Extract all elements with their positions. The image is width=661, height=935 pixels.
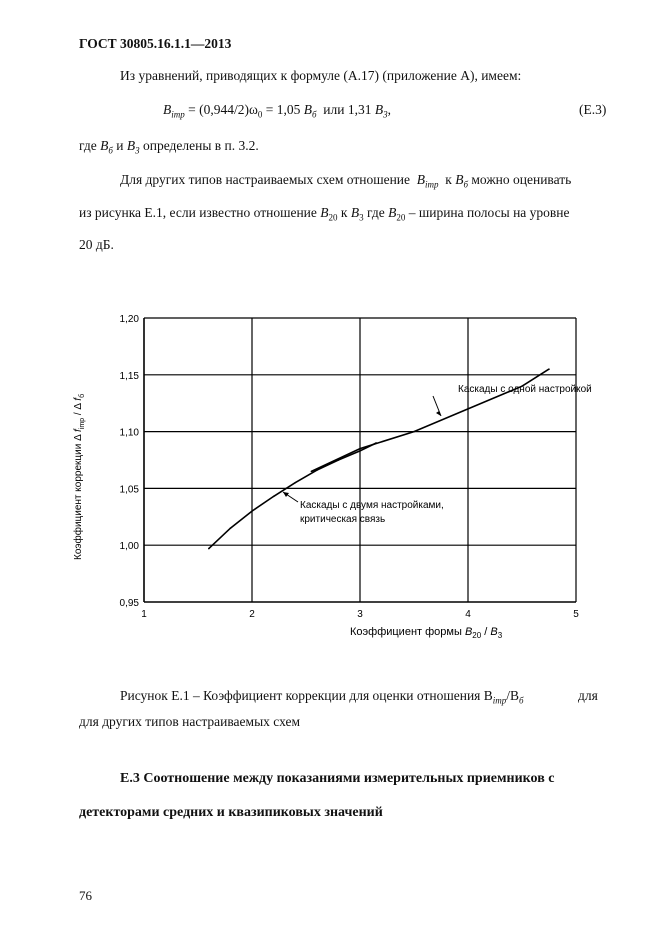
caption-tail: для — [578, 688, 598, 703]
figure-caption-line1: Рисунок Е.1 – Коэффициент коррекции для оценки отношения $B_{imp}/B_б$ — [120, 688, 524, 706]
formula-equation: = (0,944/2)ω — [188, 102, 258, 117]
correction-chart — [60, 300, 620, 650]
y-tick-label: 1,00 — [119, 541, 139, 553]
para2-line3: 20 дБ. — [79, 237, 114, 252]
formula-number: (Е.3) — [579, 102, 607, 117]
para2-text2b: где — [366, 205, 385, 220]
series-double-tune-point — [208, 548, 210, 550]
y-tick-label: 1,10 — [119, 427, 139, 439]
x-tick-label: 2 — [249, 609, 255, 620]
para2-text2c: – ширина полосы на уровне — [408, 205, 570, 220]
series-double-tune-point — [294, 482, 296, 484]
arrowhead-double — [283, 492, 289, 497]
para2-text2a: из рисунка Е.1, если известно отношение — [79, 205, 317, 220]
caption-text: Рисунок Е.1 – Коэффициент коррекции для оценки отношения B — [120, 688, 493, 703]
series-double-tune-line — [209, 443, 376, 549]
formula-e3: $B_{imp} = (0,944/2)\omega_0 = 1,05$ $B_б$ или 1,31 $B_3$, — [163, 102, 391, 120]
series-double-tune-point — [338, 459, 340, 461]
x-tick-label: 5 — [573, 609, 579, 620]
series-single-tune-point — [311, 471, 313, 473]
series-single-tune-point — [413, 431, 415, 433]
document-header: ГОСТ 30805.16.1.1—2013 — [79, 36, 232, 51]
series-double-tune-point — [251, 510, 253, 512]
y-tick-label: 1,05 — [119, 484, 139, 496]
chart-grid — [144, 318, 576, 602]
para2-line2: из рисунка Е.1, если известно отношение $B_{20}$ к $B_3$ где $B_{20}$ – ширина полосы на уровне — [79, 205, 570, 223]
intro-paragraph: Из уравнений, приводящих к формуле (А.17) (приложение А), имеем: — [120, 68, 522, 83]
y-tick-label: 1,15 — [119, 370, 139, 382]
series-double-tune-point — [359, 450, 361, 452]
section-heading-line1: Е.3 Соотношение между показаниями измерительных приемников с — [120, 771, 555, 786]
x-axis-label: Коэффициент формы $B_{20} / B_3$ — [350, 626, 503, 640]
y-tick-label: 1,20 — [119, 314, 139, 325]
formula-value: = 1,05 — [265, 102, 301, 117]
page-number: 76 — [79, 888, 92, 903]
x-tick-label: 4 — [465, 609, 471, 620]
para2-text1b: можно оценивать — [471, 172, 572, 187]
y-axis-label: Коэффициент коррекции Δ $f_{imp}$ / Δ $f_б$ — [73, 393, 86, 560]
figure-caption-line2: для других типов настраиваемых схем — [79, 714, 301, 729]
annotation-double-tune-2: критическая связь — [300, 514, 386, 525]
chart-tick-labels — [120, 314, 580, 620]
series-single-tune-point — [359, 448, 361, 450]
series-double-tune-point — [375, 442, 377, 444]
formula-alternative: или 1,31 — [323, 102, 372, 117]
where-line: где $B_б$ и $B_3$ определены в п. 3.2. — [79, 138, 259, 156]
series-double-tune-point — [230, 527, 232, 529]
section-heading-line2: детекторами средних и квазипиковых значений — [79, 805, 383, 820]
x-tick-label: 1 — [141, 609, 147, 620]
para2-text1: Для других типов настраиваемых схем отношение — [120, 172, 411, 187]
x-tick-label: 3 — [357, 609, 363, 620]
annotation-single-tune: Каскады с одной настройкой — [458, 384, 592, 395]
para2-line1: Для других типов настраиваемых схем отношение $B_{imp}$ к $B_б$ можно оценивать — [120, 172, 572, 190]
series-double-tune-point — [273, 496, 275, 498]
where-text: определены в п. 3.2. — [143, 138, 259, 153]
y-tick-label: 0,95 — [119, 598, 139, 609]
series-single-tune-point — [548, 368, 550, 370]
series-single-tune-point — [467, 408, 469, 410]
series-double-tune-point — [316, 469, 318, 471]
annotation-double-tune-1: Каскады с двумя настройками, — [300, 500, 444, 511]
